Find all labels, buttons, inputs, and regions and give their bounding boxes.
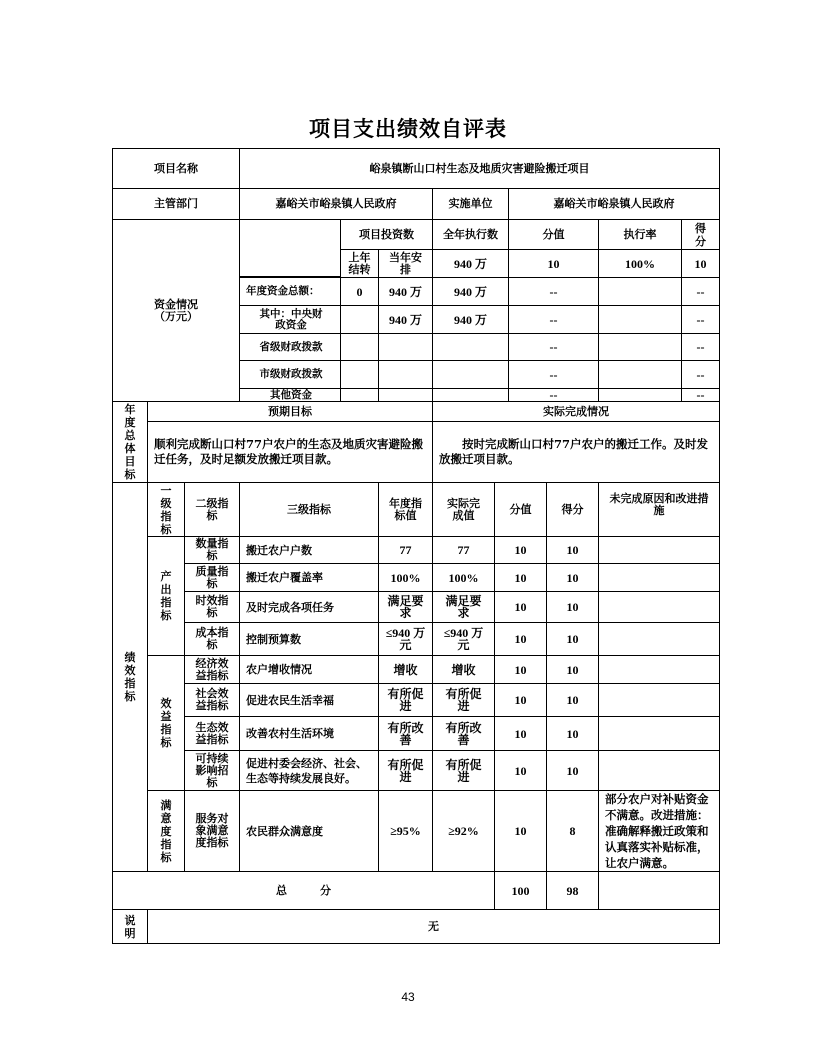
header-score	[546, 482, 599, 537]
perf-actual-cell	[432, 591, 495, 623]
funds-label-line2: （万元）	[154, 309, 198, 323]
funds-row-exec-rate	[598, 360, 682, 389]
perf-level3-cell	[239, 622, 379, 656]
perf-score-value-cell	[494, 716, 547, 751]
funds-row-curr	[378, 333, 433, 361]
perf-level3-text: 搬迁农户户数	[246, 543, 312, 557]
perf-score-value-cell	[494, 655, 547, 684]
level1-text: 满意度指标	[160, 798, 172, 864]
perf-level2-cell	[184, 683, 240, 717]
perf-level2-text: 经济效益指标	[195, 656, 229, 682]
funds-row-prev	[340, 277, 379, 306]
level1-cell	[147, 655, 185, 791]
perf-score-value-cell	[494, 750, 547, 791]
funds-row-prev	[340, 333, 379, 361]
expected-text	[147, 421, 433, 483]
funds-summary-score-value	[508, 249, 599, 278]
score-value-text: 分值	[542, 227, 565, 241]
actual-text-content: 按时完成断山口村77户农户的搬迁工作。及时发放搬迁项目款。	[439, 437, 709, 466]
funds-row-prev	[340, 388, 379, 402]
funds-row-executed	[432, 360, 509, 389]
perf-target-cell	[378, 683, 433, 717]
perf-score-text: 10	[566, 570, 579, 585]
funds-header-investment	[340, 219, 433, 250]
exec-rate-text: 执行率	[623, 227, 657, 241]
dept-value-text: 嘉峪关市峪泉镇人民政府	[275, 197, 397, 210]
funds-row-curr-text: 940 万	[388, 312, 422, 327]
perf-reason-cell	[598, 716, 720, 751]
dept-label	[112, 188, 240, 220]
funds-row-executed	[432, 305, 509, 334]
perf-actual-text: 增收	[451, 662, 476, 677]
perf-score-value-cell	[494, 591, 547, 623]
perf-score-text: 10	[566, 543, 579, 557]
funds-row-prev	[340, 360, 379, 389]
perf-reason-text: 部分农户对补贴资金不满意。改进措施：准确解释搬迁政策和认真落实补贴标准，让农户满意。	[605, 792, 709, 870]
perf-target-text: ≤940 万元	[385, 626, 426, 652]
perf-score-cell	[546, 622, 599, 656]
summary-score-value-text: 10	[547, 256, 560, 271]
funds-row-executed-text: 940 万	[453, 312, 487, 327]
level1-text: 产出指标	[160, 570, 172, 622]
level1-cell	[147, 790, 185, 872]
perf-level2-cell	[184, 591, 240, 623]
level1-text: 一级指标	[160, 483, 172, 536]
funds-row-curr	[378, 277, 433, 306]
perf-actual-text: ≤940 万元	[443, 626, 484, 652]
perf-target-cell	[378, 622, 433, 656]
perf-target-text: 有所促进	[387, 687, 424, 713]
header-level2	[184, 482, 240, 537]
perf-score-value-text: 10	[514, 726, 527, 741]
funds-row-exec-rate	[598, 277, 682, 306]
perf-actual-text: 有所促进	[445, 757, 482, 784]
perf-level2-cell	[184, 622, 240, 656]
funds-row-label-text: 其中：中央财政资金	[259, 307, 323, 331]
perf-level3-text: 控制预算数	[246, 632, 301, 646]
perf-reason-cell	[598, 790, 720, 872]
funds-header-score	[681, 219, 720, 250]
perf-target-cell	[378, 716, 433, 751]
perf-score-value-text: 10	[514, 543, 527, 557]
funds-row-exec-rate	[598, 388, 682, 402]
funds-header-curr-year	[378, 249, 433, 278]
perf-reason-cell	[598, 622, 720, 656]
funds-label-line1: 资金情况	[154, 297, 198, 311]
funds-row-score-text: --	[696, 284, 705, 299]
perf-score-value-text: 10	[514, 632, 527, 646]
funds-row-score-text: --	[696, 312, 705, 327]
dept-value	[239, 188, 433, 220]
perf-actual-text: 有所改善	[445, 720, 482, 747]
perf-score-cell	[546, 750, 599, 791]
actual-header	[432, 401, 720, 422]
funds-row-curr	[378, 305, 433, 334]
performance-label-text: 绩效指标	[124, 651, 136, 703]
investment-text: 项目投资数	[359, 227, 414, 241]
funds-header-exec-rate	[598, 219, 682, 250]
perf-score-value-text: 10	[514, 824, 527, 838]
funds-row-score-value	[508, 388, 599, 402]
funds-row-score	[681, 333, 720, 361]
perf-score-value-text: 10	[514, 570, 527, 585]
total-reason	[598, 871, 720, 910]
pscore-value-text: 分值	[509, 502, 532, 516]
curr-year-text: 当年安排	[389, 250, 422, 276]
funds-row-executed	[432, 277, 509, 306]
perf-score-cell	[546, 591, 599, 623]
summary-score-text: 10	[694, 256, 707, 271]
perf-score-value-cell	[494, 622, 547, 656]
funds-row-label	[239, 305, 341, 334]
perf-actual-cell	[432, 683, 495, 717]
funds-row-label-text: 其他资金	[270, 388, 312, 401]
header-actual	[432, 482, 495, 537]
total-label	[112, 871, 495, 910]
perf-level2-cell	[184, 716, 240, 751]
funds-row-score	[681, 305, 720, 334]
summary-executed-text: 940 万	[453, 256, 487, 271]
perf-target-cell	[378, 655, 433, 684]
perf-level2-cell	[184, 563, 240, 592]
impl-label	[432, 188, 509, 220]
perf-level2-text: 数量指标	[195, 537, 229, 562]
perf-target-text: ≥95%	[390, 824, 421, 838]
funds-row-prev	[340, 305, 379, 334]
header-score-value	[494, 482, 547, 537]
pscore-text: 得分	[561, 502, 584, 516]
impl-value	[508, 188, 720, 220]
notes-label	[112, 909, 148, 944]
level2-text: 二级指标	[195, 496, 229, 522]
funds-row-label	[239, 277, 341, 306]
perf-reason-cell	[598, 750, 720, 791]
perf-level3-cell	[239, 683, 379, 717]
perf-score-value-cell	[494, 790, 547, 872]
level1-text: 效益指标	[160, 697, 172, 749]
expected-header-text: 预期目标	[268, 404, 312, 418]
perf-score-text: 10	[566, 662, 579, 677]
perf-level3-text: 搬迁农户覆盖率	[246, 571, 323, 584]
perf-target-cell	[378, 536, 433, 564]
perf-actual-text: 有所促进	[445, 687, 482, 713]
perf-target-text: 增收	[393, 662, 418, 677]
total-score-value-text: 100	[511, 883, 530, 898]
perf-score-cell	[546, 563, 599, 592]
impl-label-text: 实施单位	[448, 197, 493, 210]
funds-row-curr	[378, 360, 433, 389]
funds-header-executed	[432, 219, 509, 250]
perf-actual-cell	[432, 716, 495, 751]
target-text: 年度指标值	[389, 496, 422, 522]
perf-reason-cell	[598, 536, 720, 564]
perf-target-text: 77	[399, 543, 412, 557]
funds-summary-executed	[432, 249, 509, 278]
page-title: 项目支出绩效自评表	[309, 116, 507, 141]
perf-actual-cell	[432, 655, 495, 684]
perf-actual-text: 100%	[448, 570, 479, 585]
perf-actual-cell	[432, 750, 495, 791]
header-level3	[239, 482, 379, 537]
perf-level2-text: 社会效益指标	[195, 687, 229, 712]
perf-score-value-text: 10	[514, 763, 527, 778]
perf-actual-text: 满足要求	[445, 594, 482, 620]
perf-target-text: 有所促进	[387, 757, 424, 784]
project-name-value	[239, 148, 720, 189]
executed-text: 全年执行数	[443, 227, 498, 241]
actual-text	[432, 421, 720, 483]
perf-score-value-text: 10	[514, 600, 527, 614]
perf-target-cell	[378, 790, 433, 872]
perf-level3-cell	[239, 536, 379, 564]
header-target	[378, 482, 433, 537]
funds-row-score	[681, 360, 720, 389]
funds-row-label-text: 省级财政拨款	[259, 340, 323, 353]
total-score-value	[494, 871, 547, 910]
funds-header-blank	[239, 219, 341, 277]
impl-value-text: 嘉峪关市峪泉镇人民政府	[553, 197, 675, 210]
perf-level3-cell	[239, 750, 379, 791]
perf-score-text: 10	[566, 693, 579, 707]
summary-exec-rate-text: 100%	[625, 256, 655, 271]
perf-actual-cell	[432, 622, 495, 656]
perf-score-value-cell	[494, 536, 547, 564]
perf-target-cell	[378, 750, 433, 791]
funds-row-score-value	[508, 360, 599, 389]
notes-value-text: 无	[428, 919, 439, 933]
expected-text-content: 顺利完成断山口村77户农户的生态及地质灾害避险搬迁任务，及时足额发放搬迁项目款。	[154, 437, 424, 466]
funds-row-label	[239, 388, 341, 402]
perf-score-value-text: 10	[514, 693, 527, 707]
perf-actual-text: ≥92%	[448, 824, 479, 838]
perf-level3-text: 农户增收情况	[246, 663, 312, 676]
expected-header	[147, 401, 433, 422]
page-number: 43	[401, 990, 415, 1004]
funds-row-score-value	[508, 333, 599, 361]
perf-score-text: 10	[566, 632, 579, 646]
perf-reason-cell	[598, 683, 720, 717]
perf-level3-text: 促进农民生活幸福	[246, 693, 334, 707]
project-name-value-text: 峪泉镇断山口村生态及地质灾害避险搬迁项目	[369, 161, 590, 175]
funds-row-executed	[432, 388, 509, 402]
perf-level3-cell	[239, 790, 379, 872]
funds-row-score-value-text: --	[549, 388, 558, 402]
perf-actual-text: 77	[457, 543, 470, 557]
perf-level2-cell	[184, 790, 240, 872]
funds-row-score	[681, 277, 720, 306]
funds-row-label-text: 年度资金总额：	[246, 285, 320, 297]
funds-row-curr	[378, 388, 433, 402]
perf-level3-cell	[239, 716, 379, 751]
funds-row-prev-text: 0	[356, 284, 363, 299]
project-name-label	[112, 148, 240, 189]
funds-row-score	[681, 388, 720, 402]
total-label-text: 总 分	[276, 883, 331, 897]
prev-year-text: 上年结转	[348, 250, 371, 276]
perf-level2-text: 时效指标	[195, 594, 229, 619]
funds-row-score-value-text: --	[549, 312, 558, 327]
funds-row-score-value-text: --	[549, 340, 558, 354]
perf-target-cell	[378, 563, 433, 592]
header-level1	[147, 482, 185, 537]
annual-goal-label-text: 年度总体目标	[124, 403, 136, 481]
perf-reason-cell	[598, 655, 720, 684]
perf-level2-text: 成本指标	[195, 626, 229, 651]
perf-level2-text: 质量指标	[195, 564, 229, 590]
funds-row-score-text: --	[696, 367, 705, 382]
perf-level3-text: 农民群众满意度	[246, 824, 323, 838]
funds-row-score-value	[508, 277, 599, 306]
perf-level2-cell	[184, 655, 240, 684]
perf-level2-text: 可持续影响招标	[195, 751, 229, 789]
funds-row-curr-text: 940 万	[388, 284, 422, 299]
funds-header-prev-year	[340, 249, 379, 278]
perf-level3-text: 及时完成各项任务	[246, 600, 334, 614]
perf-level2-cell	[184, 750, 240, 791]
perf-target-text: 100%	[390, 570, 421, 585]
funds-row-executed	[432, 333, 509, 361]
perf-target-text: 满足要求	[387, 594, 424, 620]
actual-header-text: 实际完成情况	[543, 404, 609, 418]
funds-row-exec-rate	[598, 305, 682, 334]
perf-actual-cell	[432, 563, 495, 592]
reason-text: 未完成原因和改进措施	[609, 492, 709, 517]
funds-row-score-text: --	[696, 388, 705, 402]
perf-level3-text: 促进村委会经济、社会、生态等持续发展良好。	[246, 756, 367, 785]
funds-row-exec-rate	[598, 333, 682, 361]
perf-score-text: 10	[566, 763, 579, 778]
funds-summary-score	[681, 249, 720, 278]
perf-score-value-cell	[494, 683, 547, 717]
perf-level3-cell	[239, 563, 379, 592]
funds-row-label	[239, 360, 341, 389]
funds-label	[112, 219, 240, 402]
perf-reason-cell	[598, 563, 720, 592]
funds-row-score-value-text: --	[549, 284, 558, 299]
performance-label	[112, 482, 148, 872]
funds-row-label-text: 市级财政拨款	[259, 368, 323, 380]
perf-level2-text: 服务对象满意度指标	[195, 812, 229, 849]
dept-label-text: 主管部门	[154, 197, 198, 210]
perf-score-cell	[546, 790, 599, 872]
score-text: 得分	[695, 221, 706, 248]
perf-score-cell	[546, 716, 599, 751]
perf-score-text: 10	[566, 600, 579, 614]
level1-cell	[147, 536, 185, 656]
project-name-label-text: 项目名称	[154, 161, 198, 175]
perf-target-text: 有所改善	[387, 720, 424, 747]
perf-level3-cell	[239, 655, 379, 684]
funds-row-score-value	[508, 305, 599, 334]
perf-score-cell	[546, 536, 599, 564]
funds-summary-exec-rate	[598, 249, 682, 278]
annual-goal-label	[112, 401, 148, 483]
notes-label-text: 说明	[124, 913, 136, 940]
perf-level2-cell	[184, 536, 240, 564]
perf-level2-text: 生态效益指标	[195, 720, 229, 746]
total-score	[546, 871, 599, 910]
header-reason	[598, 482, 720, 537]
perf-actual-cell	[432, 536, 495, 564]
perf-target-cell	[378, 591, 433, 623]
perf-level3-text: 改善农村生活环境	[246, 727, 334, 740]
perf-reason-cell	[598, 591, 720, 623]
funds-row-label	[239, 333, 341, 361]
perf-actual-cell	[432, 790, 495, 872]
perf-score-value-cell	[494, 563, 547, 592]
funds-row-score-value-text: --	[549, 367, 558, 382]
perf-score-text: 8	[569, 824, 576, 838]
funds-row-score-text: --	[696, 340, 705, 354]
total-score-text: 98	[566, 883, 579, 898]
level3-text: 三级指标	[287, 502, 331, 516]
actual-text-h: 实际完成值	[447, 496, 480, 522]
perf-level3-cell	[239, 591, 379, 623]
perf-score-text: 10	[566, 726, 579, 741]
perf-score-value-text: 10	[514, 662, 527, 677]
notes-value	[147, 909, 720, 944]
perf-score-cell	[546, 683, 599, 717]
funds-header-score-value	[508, 219, 599, 250]
perf-score-cell	[546, 655, 599, 684]
funds-row-executed-text: 940 万	[453, 284, 487, 299]
